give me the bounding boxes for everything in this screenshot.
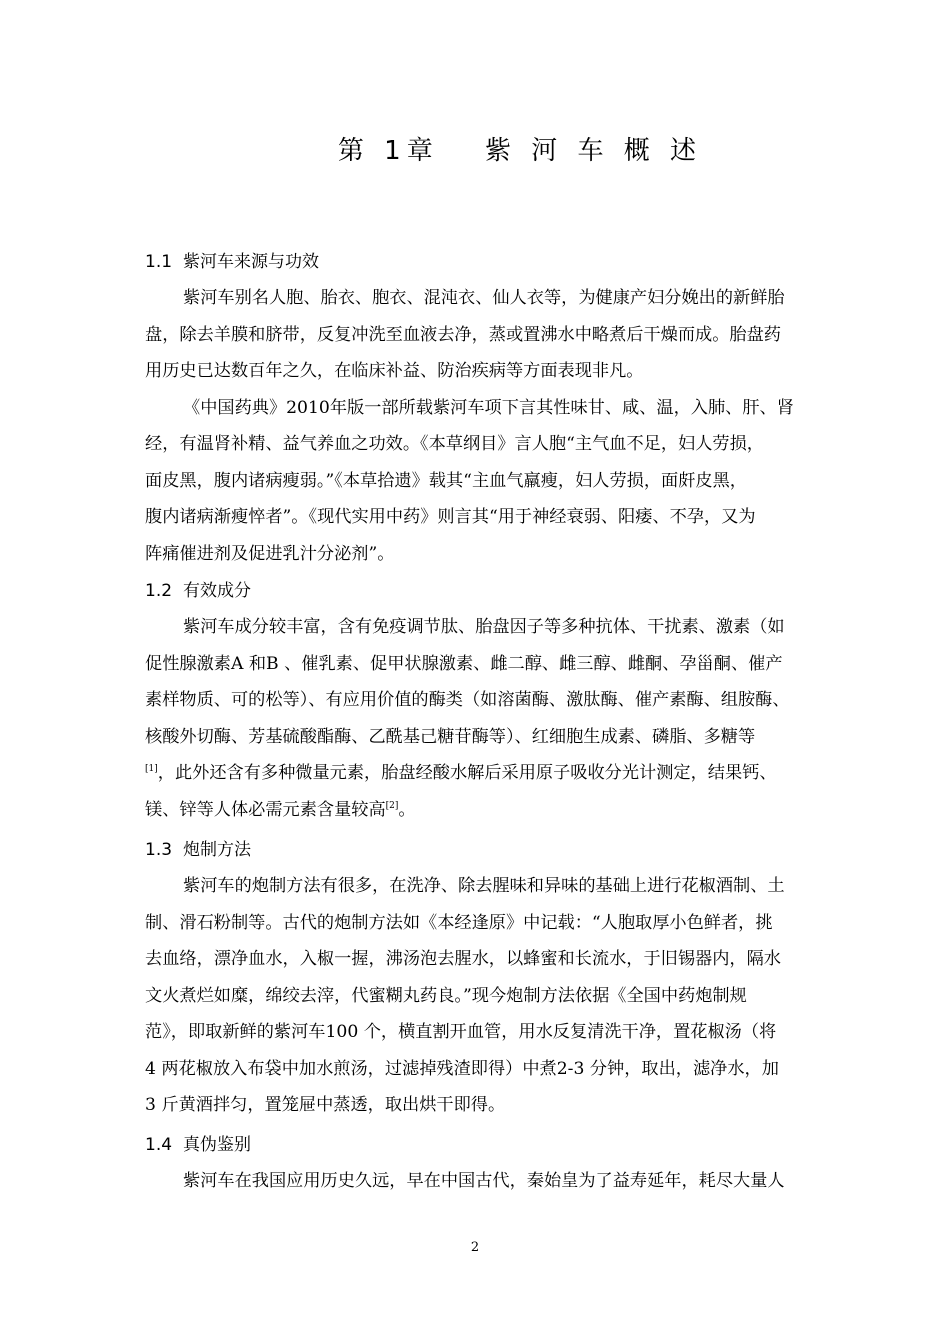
paragraph-line: 文火煮烂如糜，绵绞去滓，代蜜糊丸药良。”现今炮制方法依据《全国中药炮制规 bbox=[145, 985, 747, 1006]
paragraph-text: 。 bbox=[398, 799, 416, 820]
section-heading bbox=[145, 1127, 865, 1163]
section-1-3 bbox=[145, 832, 865, 1124]
section-title: 有效成分 bbox=[183, 581, 251, 601]
paragraph-line: 素样物质、可的松等）、有应用价值的酶类（如溶菌酶、激肽酶、催产素酶、组胺酶、 bbox=[145, 690, 790, 710]
paragraph-line: 范》，即取新鲜的紫河车100 个，横直割开血管，用水反复清洗干净，置花椒汤（将 bbox=[145, 1022, 777, 1042]
section-number: 1.4 bbox=[145, 1135, 173, 1155]
paragraph-line: 紫河车的炮制方法有很多，在洗净、除去腥味和异味的基础上进行花椒酒制、土 bbox=[183, 876, 785, 896]
page-number: 2 bbox=[470, 1240, 480, 1255]
citation-ref: [2] bbox=[385, 800, 399, 811]
paragraph-line: 核酸外切酶、芳基硫酸酯酶、乙酰基己糖苷酶等）、红细胞生成素、磷脂、多糖等 bbox=[145, 726, 756, 747]
section-heading bbox=[145, 573, 865, 609]
paragraph-line: 阵痛催进剂及促进乳汁分泌剂”。 bbox=[145, 543, 395, 564]
section-title: 真伪鉴别 bbox=[183, 1135, 251, 1155]
paragraph-line: 4 两花椒放入布袋中加水煎汤，过滤掉残渣即得）中煮2-3 分钟，取出，滤净水，加 bbox=[145, 1058, 779, 1079]
paragraph-line bbox=[145, 792, 865, 829]
section-1-1 bbox=[145, 244, 865, 572]
section-1-2 bbox=[145, 573, 865, 828]
chapter-title: 第 1章 紫 河 车 概 述 bbox=[337, 136, 703, 166]
paragraph-line: 《中国药典》2010年版一部所载紫河车项下言其性味甘、咸、温，入肺、肝、肾 bbox=[183, 397, 794, 418]
paragraph-line: 紫河车别名人胞、胎衣、胞衣、混沌衣、仙人衣等，为健康产妇分娩出的新鲜胎 bbox=[183, 288, 785, 308]
paragraph-line: 3 斤黄酒拌匀，置笼屉中蒸透，取出烘干即得。 bbox=[145, 1095, 506, 1115]
paragraph-line: 经，有温肾补精、益气养血之功效。《本草纲目》言人胞“主气血不足，妇人劳损， bbox=[145, 434, 764, 454]
section-number: 1.1 bbox=[145, 252, 173, 272]
section-1-4 bbox=[145, 1127, 865, 1200]
paragraph-line: 制、滑石粉制等。古代的炮制方法如《本经逢原》中记载：“人胞取厚小色鲜者，挑 bbox=[145, 912, 773, 933]
section-number: 1.2 bbox=[145, 581, 173, 601]
section-number: 1.3 bbox=[145, 840, 173, 860]
paragraph-line bbox=[145, 755, 865, 792]
paragraph-text: ，此外还含有多种微量元素，胎盘经酸水解后采用原子吸收分光计测定，结果钙、 bbox=[157, 763, 777, 783]
section-title: 紫河车来源与功效 bbox=[183, 252, 319, 272]
paragraph-line: 去血络，漂净血水，入椒一握，沸汤泡去腥水，以蜂蜜和长流水，于旧锡器内，隔水 bbox=[145, 949, 781, 969]
section-heading bbox=[145, 832, 865, 868]
section-heading bbox=[145, 244, 865, 280]
paragraph-line: 促性腺激素A 和B 、催乳素、促甲状腺激素、雌二醇、雌三醇、雌酮、孕甾酮、催产 bbox=[145, 653, 783, 674]
paragraph-line: 用历史已达数百年之久，在临床补益、防治疾病等方面表现非凡。 bbox=[145, 361, 644, 381]
section-title: 炮制方法 bbox=[183, 840, 251, 860]
paragraph-line: 紫河车成分较丰富，含有免疫调节肽、胎盘因子等多种抗体、干扰素、激素（如 bbox=[183, 617, 785, 637]
paragraph-line: 腹内诸病渐瘦悴者”。《现代实用中药》则言其“用于神经衰弱、阳痿、不孕，又为 bbox=[145, 507, 756, 527]
paragraph-line: 面皮黑，腹内诸病瘦弱。”《本草拾遗》载其“主血气羸瘦，妇人劳损，面皯皮黑， bbox=[145, 470, 747, 491]
citation-ref: [1] bbox=[145, 764, 158, 774]
paragraph-line: 紫河车在我国应用历史久远，早在中国古代，秦始皇为了益寿延年，耗尽大量人 bbox=[183, 1171, 785, 1191]
paragraph-line: 盘，除去羊膜和脐带，反复冲洗至血液去净，蒸或置沸水中略煮后干燥而成。胎盘药 bbox=[145, 324, 781, 345]
paragraph-text: 镁、锌等人体必需元素含量较高 bbox=[145, 799, 386, 820]
